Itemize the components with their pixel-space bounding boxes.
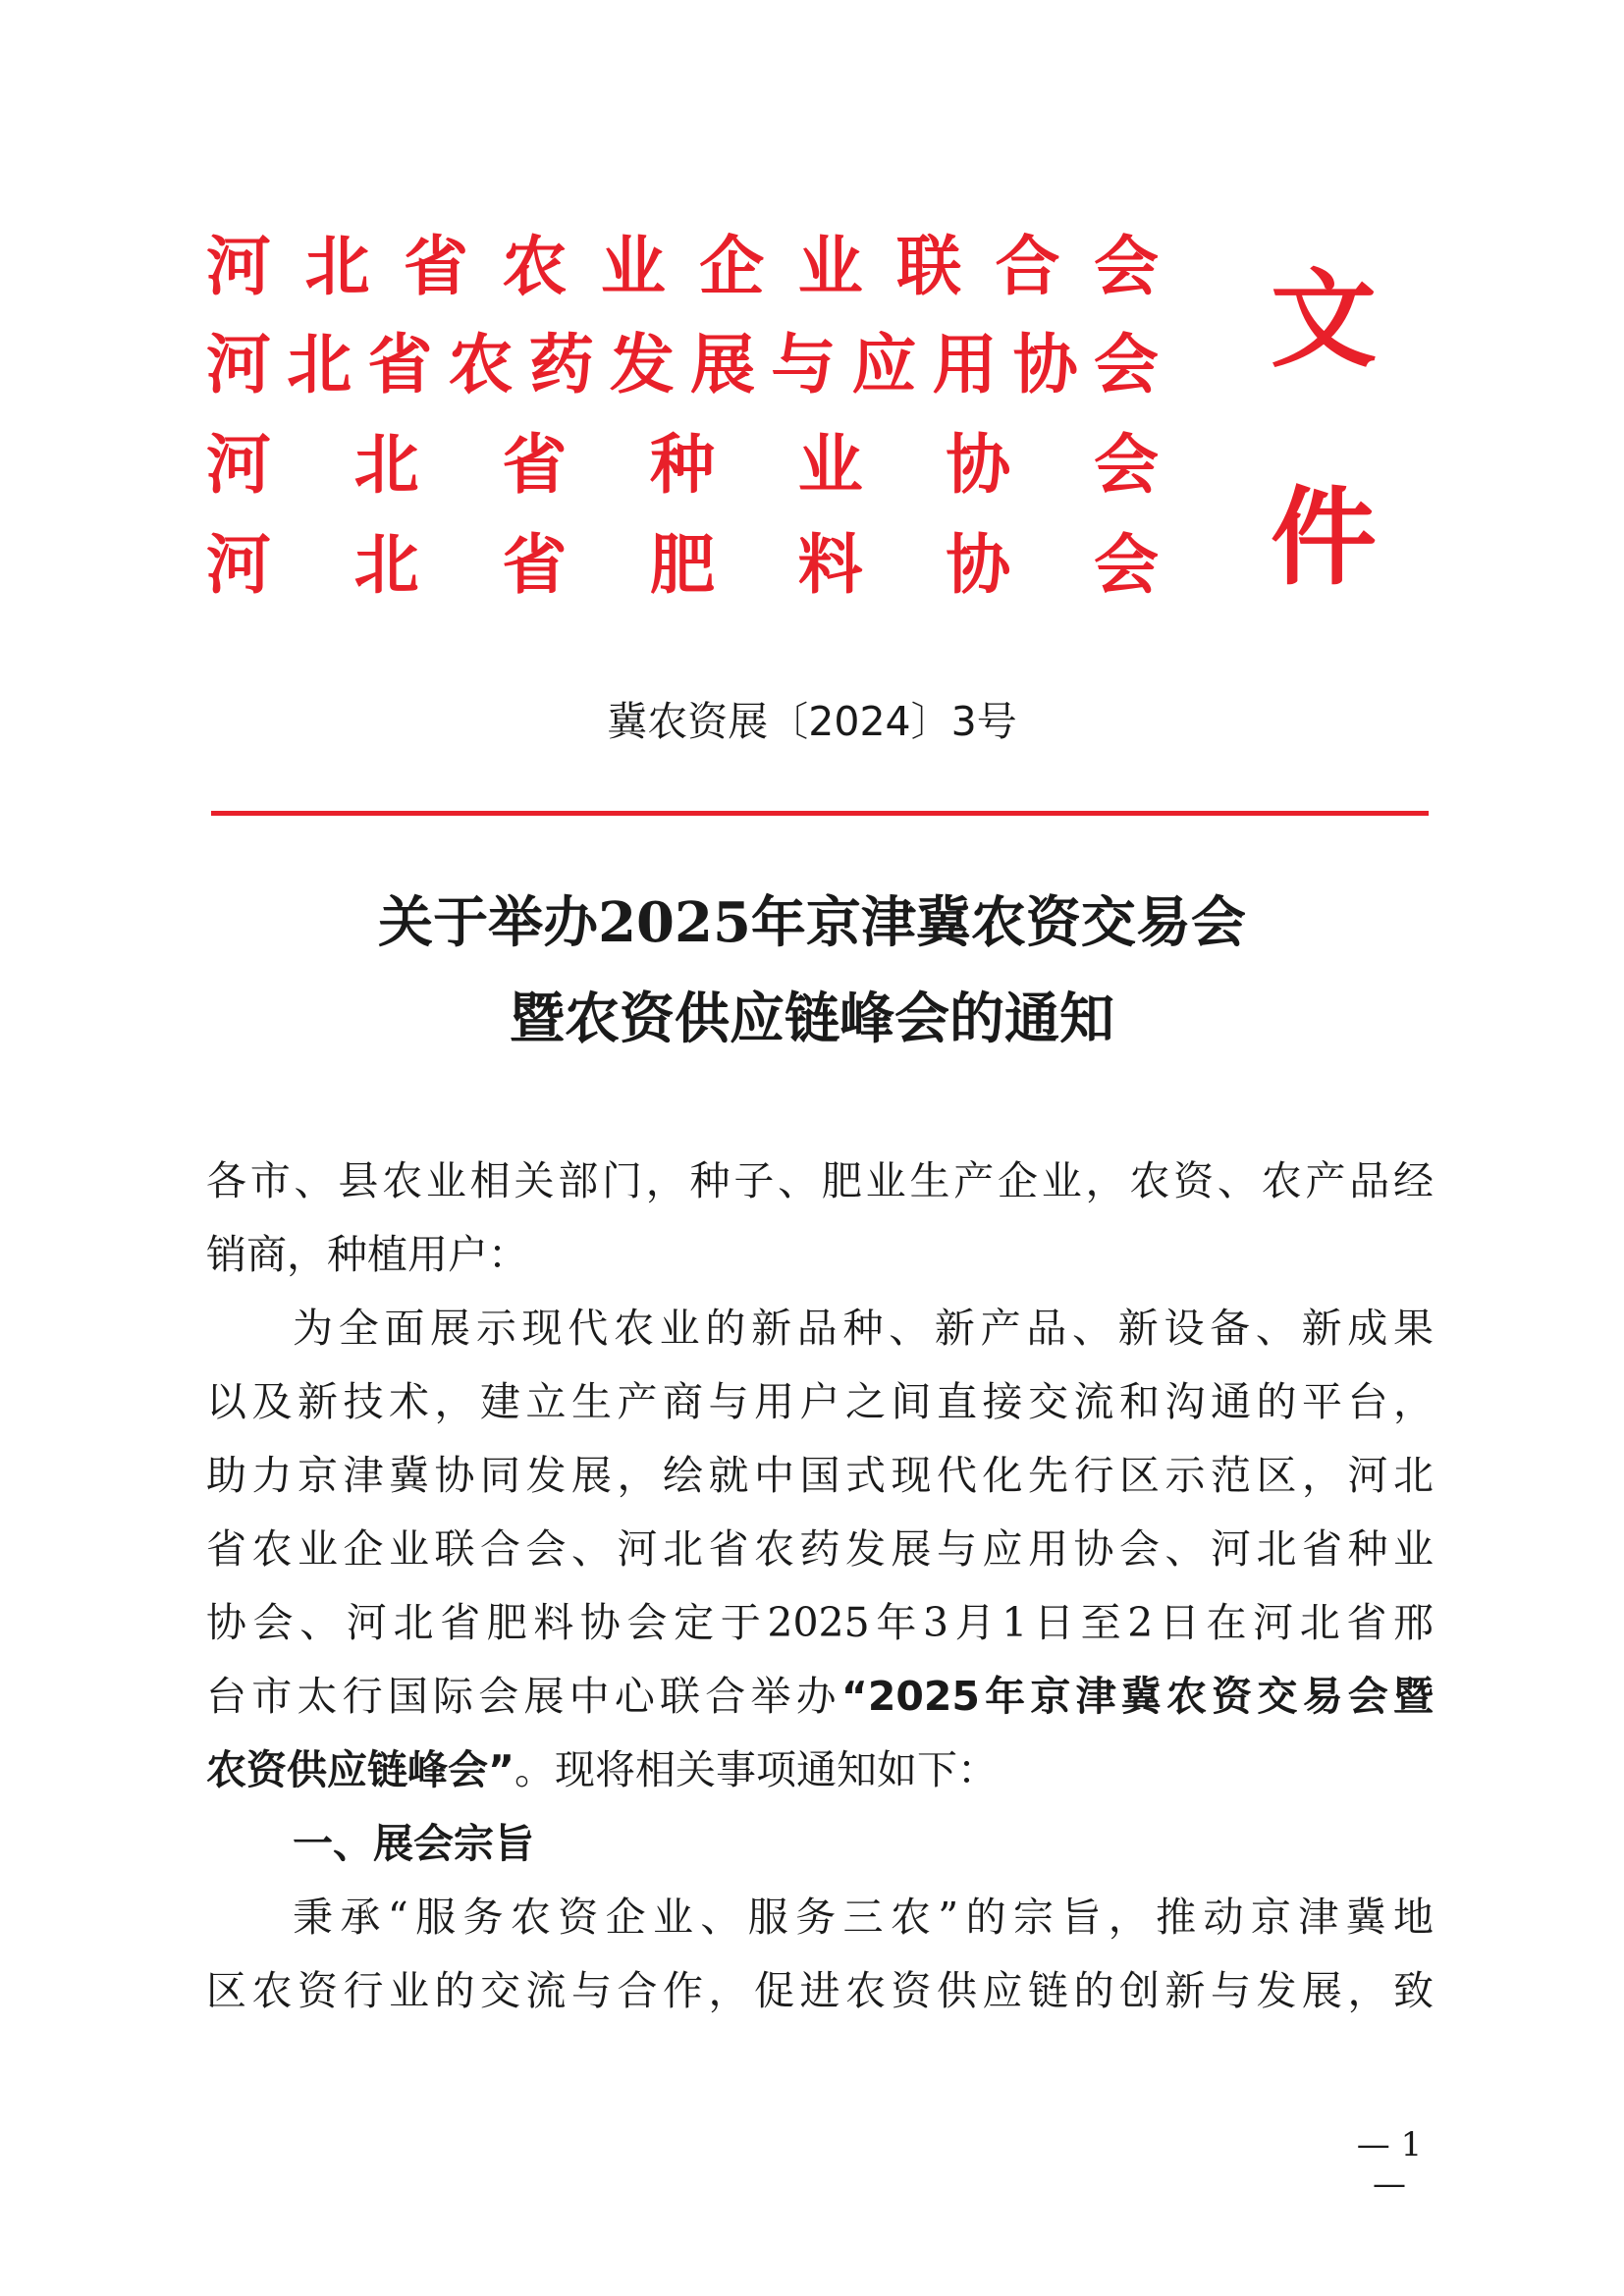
body-line: 秉承“服务农资企业、服务三农”的宗旨，推动京津冀地	[293, 1894, 1434, 1941]
org-line-3	[206, 420, 1159, 508]
section-heading: 一、展会宗旨	[293, 1820, 534, 1867]
body-text: 台市太行国际会展中心联合举办	[206, 1673, 841, 1720]
doc-char-wen: 文	[1270, 258, 1377, 382]
org-char: 省	[502, 526, 568, 603]
event-name-bold: 农资供应链峰会”	[206, 1746, 514, 1793]
org-char: 料	[797, 526, 863, 603]
org-char: 河	[206, 326, 271, 402]
body-text: 。现将相关事项通知如下：	[514, 1746, 998, 1793]
org-char: 河	[206, 526, 271, 603]
org-char: 药	[528, 326, 594, 402]
body-line: 协会、河北省肥料协会定于2025年3月1日至2日在河北省邢	[206, 1599, 1434, 1646]
body-line	[206, 1659, 1434, 1734]
org-char: 协	[946, 426, 1011, 503]
notice-title-line-1: 关于举办2025年京津冀农资交易会	[378, 890, 1246, 955]
org-line-2	[206, 320, 1159, 408]
org-line-4	[206, 520, 1159, 609]
org-char: 业	[797, 228, 863, 304]
org-char: 农	[448, 326, 514, 402]
org-char: 业	[797, 426, 863, 503]
org-char: 北	[353, 526, 419, 603]
org-char: 会	[1093, 426, 1159, 503]
body-line: 区农资行业的交流与合作，促进农资供应链的创新与发展，致	[206, 1967, 1434, 2014]
org-char: 种	[649, 426, 715, 503]
org-char: 河	[206, 228, 271, 304]
org-char: 联	[896, 228, 962, 304]
org-char: 会	[1093, 526, 1159, 603]
org-char: 省	[403, 228, 468, 304]
org-char: 应	[851, 326, 917, 402]
org-char: 发	[609, 326, 675, 402]
org-char: 协	[1012, 326, 1078, 402]
body-line: 各市、县农业相关部门，种子、肥业生产企业，农资、农产品经	[206, 1157, 1434, 1204]
org-char: 会	[1093, 326, 1159, 402]
red-divider	[211, 811, 1429, 816]
org-char: 合	[995, 228, 1060, 304]
org-char: 北	[353, 426, 419, 503]
notice-title-line-2: 暨农资供应链峰会的通知	[510, 987, 1114, 1051]
org-char: 河	[206, 426, 271, 503]
org-char: 肥	[649, 526, 715, 603]
org-char: 展	[690, 326, 756, 402]
org-char: 用	[932, 326, 998, 402]
org-char: 与	[771, 326, 837, 402]
org-char: 会	[1093, 228, 1159, 304]
body-line	[206, 1733, 1434, 1807]
org-char: 北	[304, 228, 370, 304]
body-line: 省农业企业联合会、河北省农药发展与应用协会、河北省种业	[206, 1525, 1434, 1573]
org-char: 省	[367, 326, 433, 402]
org-char: 协	[946, 526, 1011, 603]
body-line: 以及新技术，建立生产商与用户之间直接交流和沟通的平台，	[206, 1378, 1434, 1425]
body-line: 销商，种植用户：	[206, 1231, 528, 1278]
event-name-bold: “2025年京津冀农资交易会暨	[840, 1673, 1435, 1720]
org-char: 北	[287, 326, 352, 402]
doc-char-jian: 件	[1270, 476, 1377, 600]
org-line-1	[206, 222, 1159, 310]
org-char: 农	[502, 228, 568, 304]
body-line: 助力京津冀协同发展，绘就中国式现代化先行区示范区，河北	[206, 1452, 1434, 1499]
org-char: 省	[502, 426, 568, 503]
body-line: 为全面展示现代农业的新品种、新产品、新设备、新成果	[293, 1305, 1434, 1352]
document-number: 冀农资展〔2024〕3号	[607, 698, 1017, 745]
org-char: 企	[699, 228, 765, 304]
page-number: — 1 —	[1356, 2125, 1423, 2204]
org-char: 业	[600, 228, 666, 304]
